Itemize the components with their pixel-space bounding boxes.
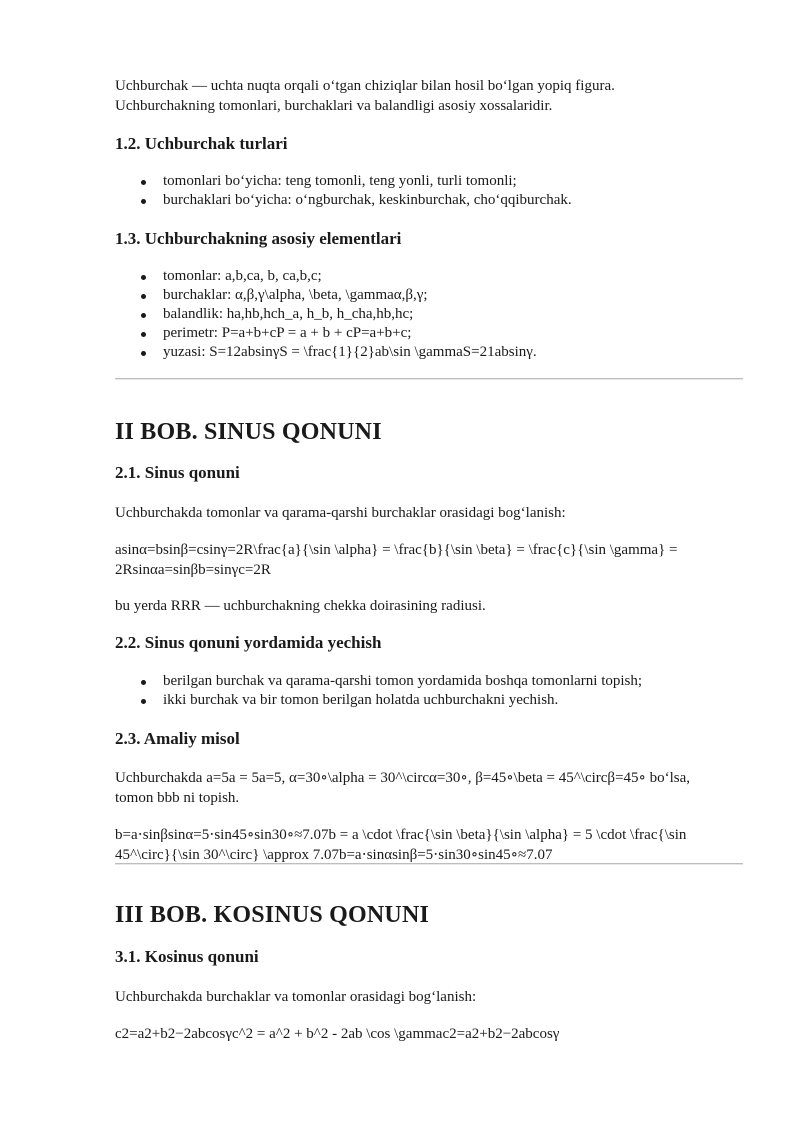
horizontal-divider bbox=[115, 378, 743, 380]
note-radius: bu yerda RRR — uchburchakning chekka doirasining radiusi. bbox=[115, 598, 486, 614]
list-item: ikki burchak va bir tomon berilgan holatda uchburchakni yechish. bbox=[115, 691, 743, 710]
list-item: perimetr: P=a+b+cP = a + b + cP=a+b+c; bbox=[115, 324, 743, 343]
formula-line-2: 2Rsinαa=sinβb=sinγc=2R bbox=[115, 562, 271, 578]
formula-line-1: b=a⋅sinβsinα=5⋅sin45∘sin30∘≈7.07b = a \cdot \frac{\sin \beta}{\sin \alpha} = 5 \cdot \frac{\sin bbox=[115, 827, 687, 843]
paragraph-3-1: Uchburchakda burchaklar va tomonlar orasidagi bogʻlanish: bbox=[115, 989, 477, 1005]
intro-line-2: Uchburchakning tomonlari, burchaklari va balandligi asosiy xossalaridir. bbox=[115, 98, 553, 114]
section-heading-3-1: 3.1. Kosinus qonuni bbox=[115, 947, 259, 966]
intro-paragraph bbox=[115, 76, 743, 116]
paragraph-2-1: Uchburchakda tomonlar va qarama-qarshi burchaklar orasidagi bogʻlanish: bbox=[115, 505, 566, 521]
list-item: balandlik: ha,hb,hch_a, h_b, h_cha,hb,hc; bbox=[115, 305, 743, 324]
paragraph-2-3 bbox=[115, 768, 743, 808]
list-2-2 bbox=[115, 672, 743, 710]
formula-cosine-law: c2=a2+b2−2abcosγc^2 = a^2 + b^2 - 2ab \cos \gammac2=a2+b2−2abcosγ bbox=[115, 1026, 560, 1042]
section-heading-1-2: 1.2. Uchburchak turlari bbox=[115, 134, 288, 153]
list-item: berilgan burchak va qarama-qarshi tomon yordamida boshqa tomonlarni topish; bbox=[115, 672, 743, 691]
chapter-title-2: II BOB. SINUS QONUNI bbox=[115, 419, 382, 445]
list-item: burchaklar: α,β,γ\alpha, \beta, \gammaα,β,γ; bbox=[115, 286, 743, 305]
section-heading-2-1: 2.1. Sinus qonuni bbox=[115, 463, 240, 482]
list-item: yuzasi: S=12absinγS = \frac{1}{2}ab\sin \gammaS=21absinγ. bbox=[115, 343, 743, 362]
formula-line-1: asinα=bsinβ=csinγ=2R\frac{a}{\sin \alpha} = \frac{b}{\sin \beta} = \frac{c}{\sin \gamma} = bbox=[115, 542, 678, 558]
chapter-title-3: III BOB. KOSINUS QONUNI bbox=[115, 902, 430, 928]
section-heading-1-3: 1.3. Uchburchakning asosiy elementlari bbox=[115, 229, 402, 248]
formula-example bbox=[115, 825, 743, 865]
list-item: burchaklari boʻyicha: oʻngburchak, keskinburchak, choʻqqiburchak. bbox=[115, 191, 743, 210]
paragraph-line-1: Uchburchakda a=5a = 5a=5, α=30∘\alpha = 30^\circα=30∘, β=45∘\beta = 45^\circβ=45∘ boʻlsa, bbox=[115, 770, 691, 786]
formula-sinus-law bbox=[115, 540, 743, 580]
list-1-2 bbox=[115, 172, 743, 210]
section-heading-2-2: 2.2. Sinus qonuni yordamida yechish bbox=[115, 633, 382, 652]
horizontal-divider bbox=[115, 863, 743, 865]
intro-line-1: Uchburchak — uchta nuqta orqali oʻtgan chiziqlar bilan hosil boʻlgan yopiq figura. bbox=[115, 78, 615, 94]
list-item: tomonlar: a,b,ca, b, ca,b,c; bbox=[115, 267, 743, 286]
list-1-3 bbox=[115, 267, 743, 362]
list-item: tomonlari boʻyicha: teng tomonli, teng yonli, turli tomonli; bbox=[115, 172, 743, 191]
paragraph-line-2: tomon bbb ni topish. bbox=[115, 790, 240, 806]
formula-line-2: 45^\circ}{\sin 30^\circ} \approx 7.07b=a⋅sinαsinβ=5⋅sin30∘sin45∘≈7.07 bbox=[115, 847, 553, 863]
section-heading-2-3: 2.3. Amaliy misol bbox=[115, 729, 240, 748]
